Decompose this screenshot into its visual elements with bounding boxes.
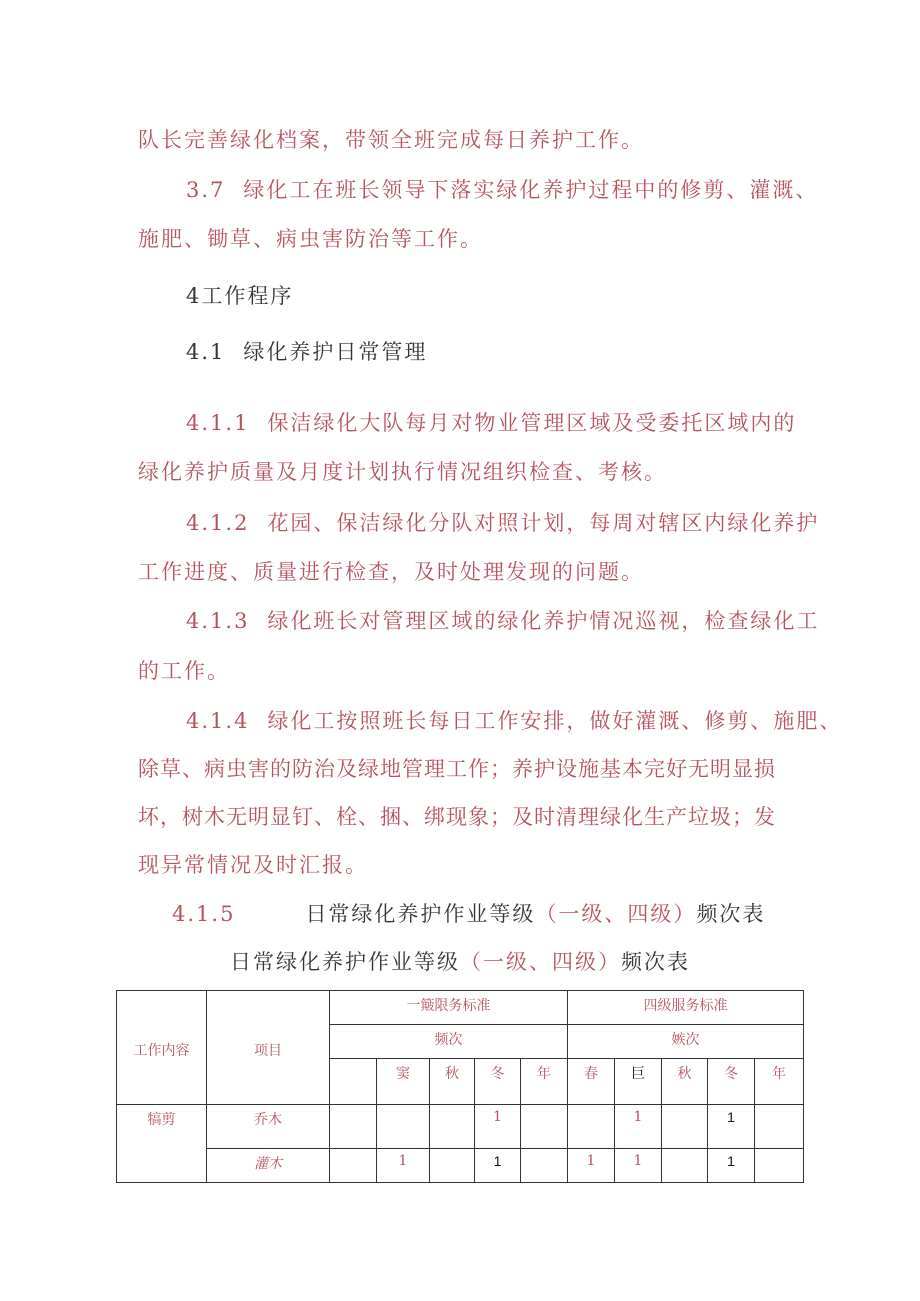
season-cell: [330, 1059, 377, 1105]
freq-cell: [330, 1105, 377, 1149]
table-row: [117, 1149, 804, 1183]
item-cell: 乔木: [207, 1105, 330, 1149]
para-3-7-line1: [186, 176, 818, 204]
freq-cell: [755, 1105, 804, 1149]
para-text: 的工作。: [138, 659, 230, 683]
season-cell: 窦: [377, 1059, 430, 1105]
para-text: 绿化工在班长领导下落实绿化养护过程中的修剪、灌溉、: [243, 178, 819, 202]
freq-cell: [430, 1149, 475, 1183]
para-4-1-4-line2: [138, 755, 776, 783]
freq-cell: [430, 1105, 475, 1149]
freq-cell: 1: [475, 1105, 521, 1149]
freq-cell: 1: [568, 1149, 615, 1183]
freq-cell: [568, 1105, 615, 1149]
season-cell: 年: [755, 1059, 804, 1105]
freq-cell: 1: [708, 1105, 755, 1149]
para-3-7-line2: [138, 225, 483, 253]
header-item: 项目: [207, 991, 330, 1105]
para-4-1-2-line1: [186, 509, 819, 537]
freq-cell: [755, 1149, 804, 1183]
para-text: 频次表: [696, 902, 766, 926]
para-text: 坏，树木无明显钉、栓、捆、绑现象；及时清理绿化生产垃圾；发: [138, 805, 776, 829]
season-cell: 巨: [615, 1059, 662, 1105]
para-text: 花园、保洁绿化分队对照计划，每周对辖区内绿化养护: [267, 511, 820, 535]
para-text: 现异常情况及时汇报。: [138, 853, 368, 877]
table-caption: [230, 948, 690, 976]
para-3-6-tail: [138, 126, 644, 154]
freq-cell: 1: [377, 1149, 430, 1183]
heading-text: 4工作程序: [186, 284, 294, 308]
season-cell: 春: [568, 1059, 615, 1105]
heading-4-1: [186, 338, 427, 366]
para-4-1-1-line1: [186, 409, 796, 437]
para-4-1-1-line2: [138, 458, 667, 486]
section-number: 4.1.3: [186, 609, 250, 633]
para-4-1-4-line1: [186, 707, 842, 735]
para-text: 除草、病虫害的防治及绿地管理工作；养护设施基本完好无明显损: [138, 757, 776, 781]
frequency-table: [116, 990, 804, 1183]
freq-cell: 1: [615, 1149, 662, 1183]
freq-cell: [662, 1105, 708, 1149]
header-work-content: 工作内容: [117, 991, 207, 1105]
para-4-1-2-line2: [138, 558, 644, 586]
caption-text: 日常绿化养护作业等级: [230, 950, 460, 974]
para-text: 绿化养护质量及月度计划执行情况组织检查、考核。: [138, 460, 667, 484]
table-row: [117, 1105, 804, 1149]
para-text: 日常绿化养护作业等级: [305, 902, 536, 926]
para-text: 工作进度、质量进行检查，及时处理发现的问题。: [138, 560, 644, 584]
item-cell: 灌木: [207, 1149, 330, 1183]
freq-cell: [521, 1149, 568, 1183]
para-text: 队长完善绿化档案，带领全班完成每日养护工作。: [138, 128, 644, 152]
section-number: 4.1: [186, 340, 226, 364]
season-cell: 年: [521, 1059, 568, 1105]
section-number: 4.1.4: [186, 709, 250, 733]
section-number: 4.1.2: [186, 511, 250, 535]
para-4-1-3-line2: [138, 657, 230, 685]
freq-cell: 1: [615, 1105, 662, 1149]
header-freq-2: 嫉次: [568, 1025, 804, 1059]
para-4-1-3-line1: [186, 607, 819, 635]
season-cell: 秋: [662, 1059, 708, 1105]
section-number: 4.1.5: [172, 902, 236, 926]
season-cell: 冬: [708, 1059, 755, 1105]
work-content-pruning: 犒剪: [117, 1105, 207, 1183]
para-4-1-4-line3: [138, 803, 776, 831]
caption-text-paren: （一级、四级）: [460, 950, 621, 974]
heading-text: 绿化养护日常管理: [243, 340, 428, 364]
header-group-2: 四级服务标准: [568, 991, 804, 1025]
header-group-1: 一簸限务标准: [330, 991, 568, 1025]
season-cell: 冬: [475, 1059, 521, 1105]
freq-cell: [662, 1149, 708, 1183]
freq-cell: [521, 1105, 568, 1149]
section-number: 3.7: [186, 178, 226, 202]
para-text-paren: （一级、四级）: [535, 902, 697, 926]
freq-cell: 1: [475, 1149, 521, 1183]
freq-cell: [377, 1105, 430, 1149]
season-cell: 秋: [430, 1059, 475, 1105]
para-text: 施肥、锄草、病虫害防治等工作。: [138, 227, 483, 251]
heading-4: [186, 282, 293, 310]
freq-cell: 1: [708, 1149, 755, 1183]
section-number: 4.1.1: [186, 411, 250, 435]
para-4-1-4-line4: [138, 851, 368, 879]
para-4-1-5: [172, 900, 765, 928]
para-text: 保洁绿化大队每月对物业管理区域及受委托区域内的: [267, 411, 797, 435]
freq-cell: [330, 1149, 377, 1183]
caption-text: 频次表: [621, 950, 690, 974]
para-text: 绿化班长对管理区域的绿化养护情况巡视，检查绿化工: [267, 609, 820, 633]
header-freq-1: 频次: [330, 1025, 568, 1059]
para-text: 绿化工按照班长每日工作安排，做好灌溉、修剪、施肥、: [267, 709, 843, 733]
